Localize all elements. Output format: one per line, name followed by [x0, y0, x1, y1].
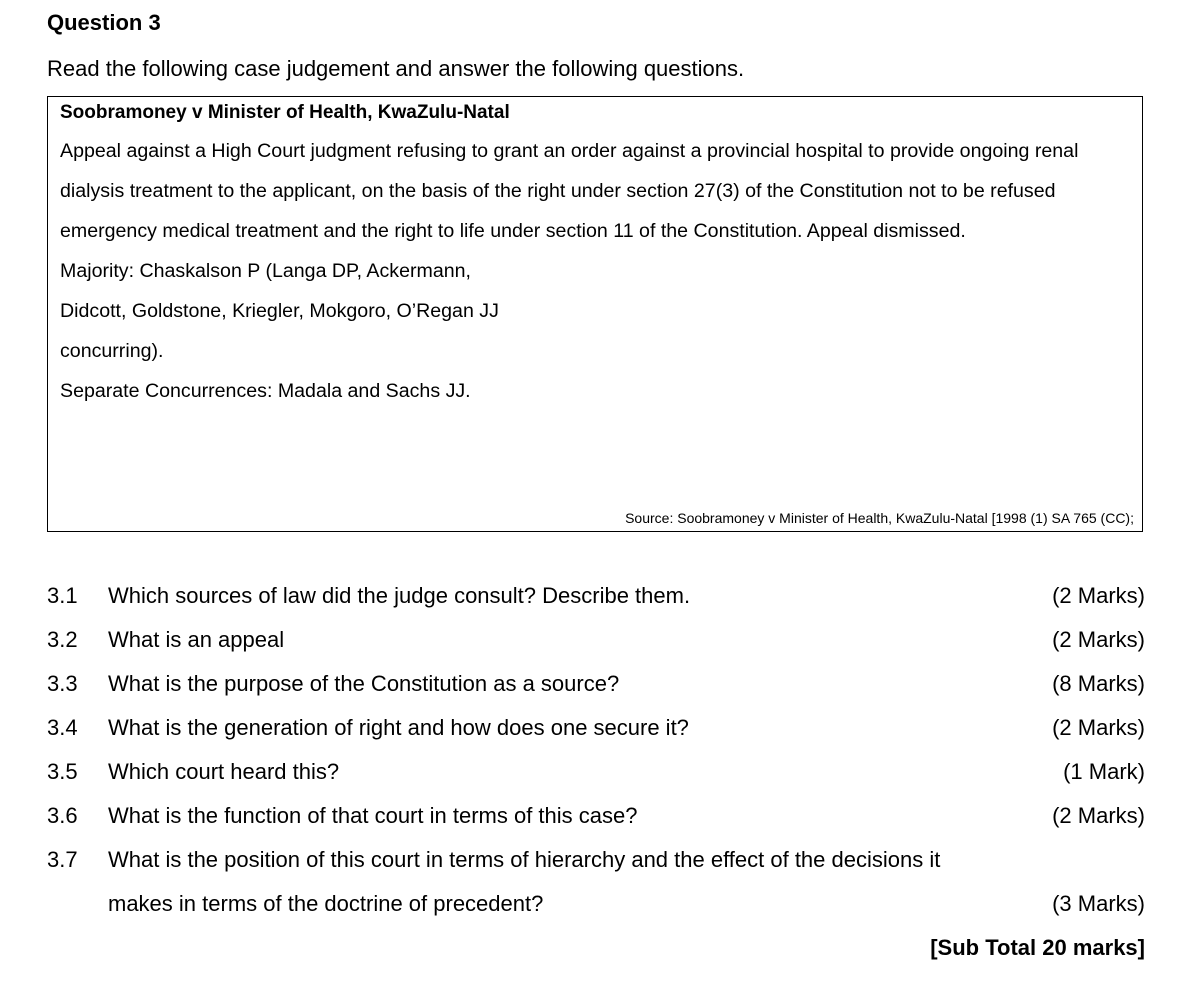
case-summary: Appeal against a High Court judgment refusing to grant an order against a provincial hospital to provide ongoing renal dialysis treatment to the applicant, on the basis of the right under section 27(3) of the Constitution not to be refused emergency medical treatment and the right to life under section 11 of the Constitution. Appeal dismissed.: [60, 140, 1079, 242]
question-item: [47, 618, 1145, 662]
case-box: [47, 96, 1143, 532]
question-item: [47, 750, 1145, 794]
question-marks: (1 Mark): [1063, 759, 1145, 784]
question-title: Question 3: [47, 10, 161, 35]
question-item: [47, 662, 1145, 706]
question-text: What is the purpose of the Constitution as a source?: [108, 671, 620, 696]
case-majority-line-3: concurring).: [60, 340, 164, 362]
question-number: 3.5: [47, 759, 78, 784]
question-text: What is the function of that court in terms of this case?: [108, 803, 638, 828]
question-text: What is an appeal: [108, 627, 285, 652]
question-intro: Read the following case judgement and answer the following questions.: [47, 56, 745, 81]
question-marks: (8 Marks): [1052, 671, 1145, 696]
question-text-line-1: What is the position of this court in terms of hierarchy and the effect of the decisions it: [108, 847, 941, 872]
case-title: Soobramoney v Minister of Health, KwaZulu-Natal: [60, 102, 510, 123]
question-text: What is the generation of right and how does one secure it?: [108, 715, 689, 740]
question-item: [47, 794, 1145, 838]
question-number: 3.3: [47, 671, 78, 696]
question-text-block: [108, 838, 1145, 926]
question-item: [47, 838, 1145, 926]
question-number: 3.2: [47, 627, 78, 652]
question-number: 3.6: [47, 803, 78, 828]
question-item: [47, 574, 1145, 618]
question-number: 3.4: [47, 715, 78, 740]
question-marks: (2 Marks): [1052, 715, 1145, 740]
question-marks: (3 Marks): [1052, 891, 1145, 916]
case-concurrences: Separate Concurrences: Madala and Sachs JJ.: [60, 380, 471, 402]
question-list: [47, 574, 1145, 970]
question-marks: (2 Marks): [1052, 803, 1145, 828]
case-majority-line-2: Didcott, Goldstone, Kriegler, Mokgoro, O’Regan JJ: [60, 300, 499, 322]
question-item: [47, 706, 1145, 750]
question-number: 3.1: [47, 583, 78, 608]
question-text: Which court heard this?: [108, 759, 340, 784]
question-text-line-2: makes in terms of the doctrine of precedent?: [108, 891, 544, 916]
subtotal: [Sub Total 20 marks]: [930, 935, 1145, 960]
case-content: [60, 97, 1130, 411]
case-majority-line-1: Majority: Chaskalson P (Langa DP, Ackermann,: [60, 260, 471, 282]
question-text-line-2-row: [108, 882, 1145, 926]
question-number: 3.7: [47, 847, 78, 872]
question-text: Which sources of law did the judge consult? Describe them.: [108, 583, 691, 608]
question-marks: (2 Marks): [1052, 583, 1145, 608]
question-marks: (2 Marks): [1052, 627, 1145, 652]
case-source: Source: Soobramoney v Minister of Health, KwaZulu-Natal [1998 (1) SA 765 (CC);: [625, 510, 1134, 526]
